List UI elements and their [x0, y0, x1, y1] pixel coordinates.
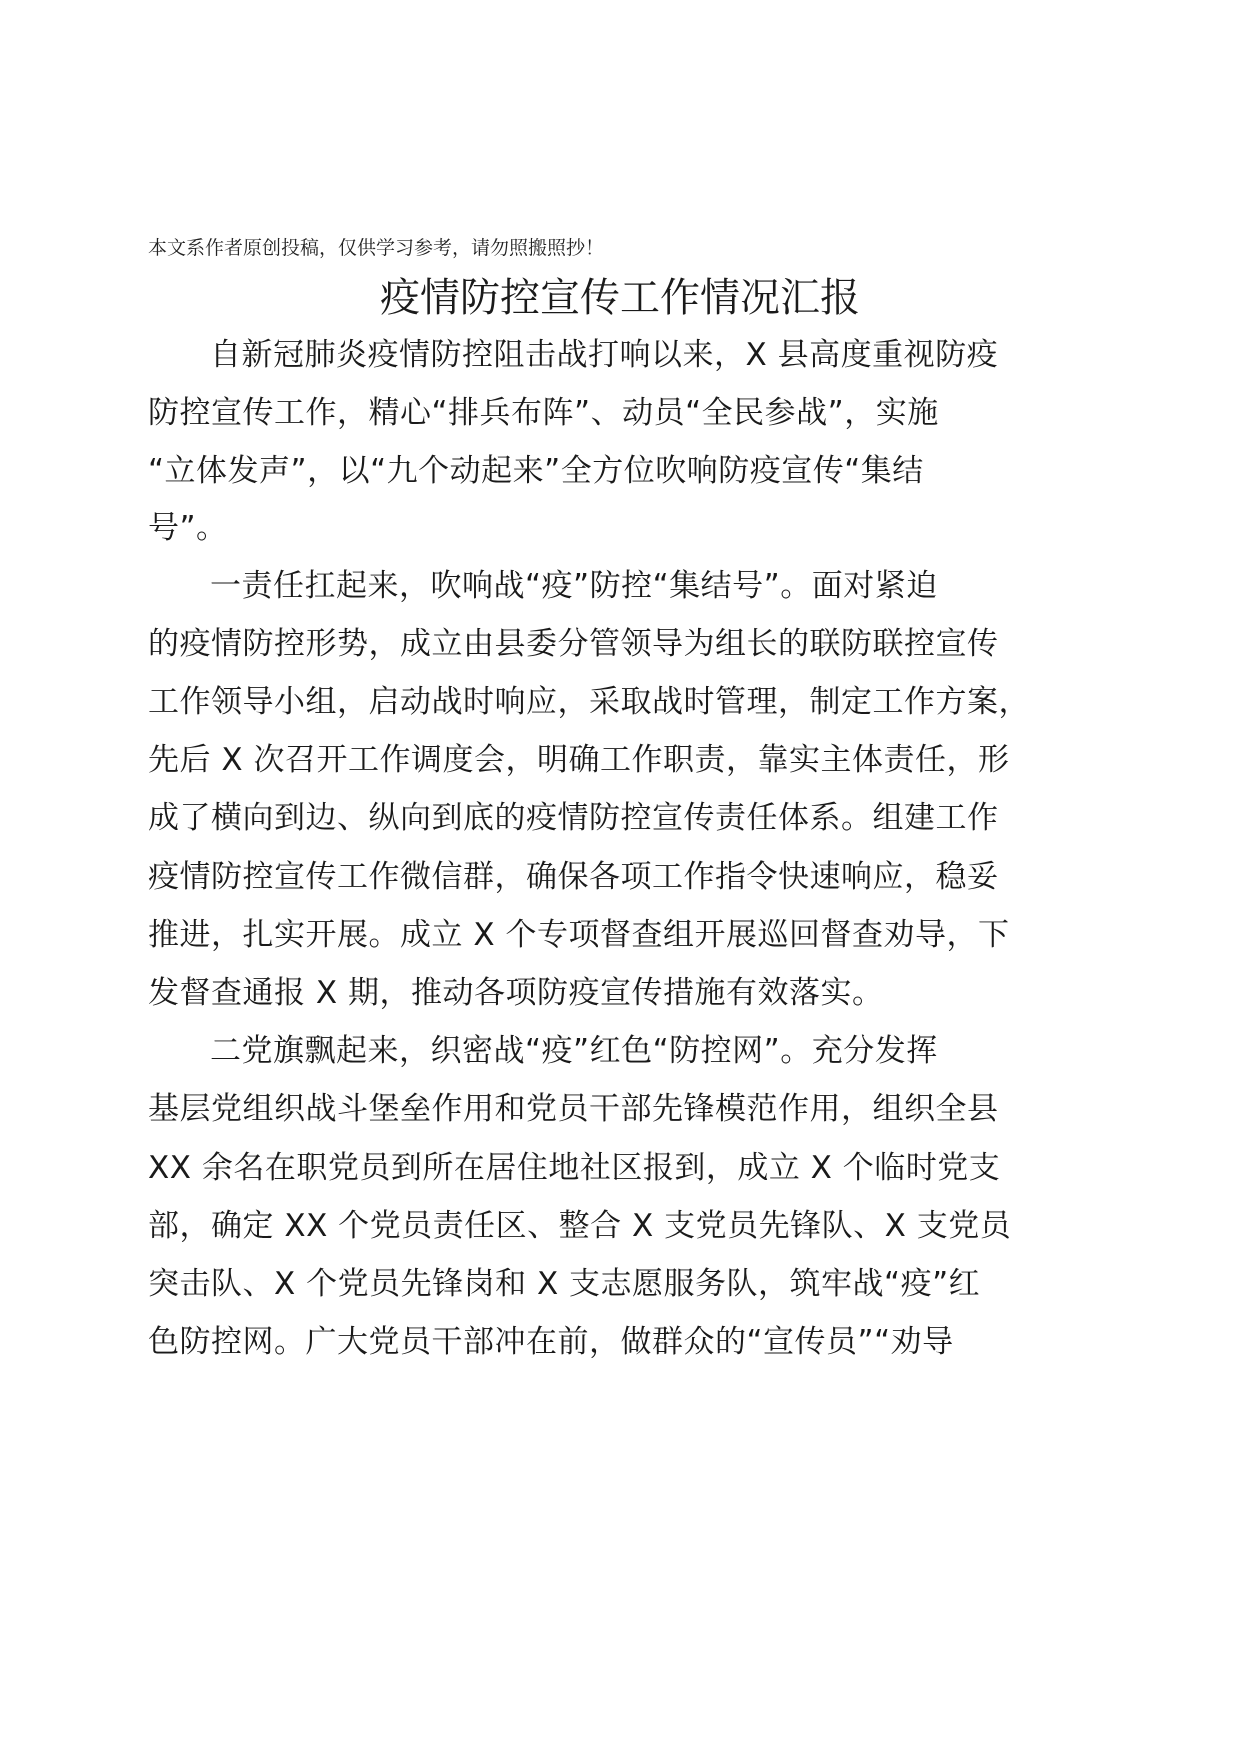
paragraph-line: 防控宣传工作，精心“排兵布阵”、动员“全民参战”，实施: [148, 395, 939, 431]
paragraph-line: 部，确定 XX 个党员责任区、整合 X 支党员先锋队、X 支党员: [148, 1208, 1012, 1244]
paragraph-line: XX 余名在职党员到所在居住地社区报到，成立 X 个临时党支: [148, 1150, 1001, 1186]
paragraph-line: 二党旗飘起来，织密战“疫”红色“防控网”。充分发挥: [210, 1033, 938, 1069]
paragraph-line: 成了横向到边、纵向到底的疫情防控宣传责任体系。组建工作: [148, 800, 999, 836]
paragraph-line: 发督查通报 X 期，推动各项防疫宣传措施有效落实。: [148, 975, 884, 1011]
paragraph-line: 突击队、X 个党员先锋岗和 X 支志愿服务队，筑牢战“疫”红: [148, 1266, 981, 1302]
paragraph-line: 工作领导小组，启动战时响应，采取战时管理，制定工作方案，: [148, 684, 1030, 720]
paragraph-line: 自新冠肺炎疫情防控阻击战打响以来，X 县高度重视防疫: [210, 337, 999, 373]
paragraph-line: 一责任扛起来，吹响战“疫”防控“集结号”。面对紧迫: [210, 568, 938, 604]
paragraph-line: 基层党组织战斗堡垒作用和党员干部先锋模范作用，组织全县: [148, 1091, 999, 1127]
paragraph-line: 的疫情防控形势，成立由县委分管领导为组长的联防联控宣传: [148, 626, 999, 662]
paragraph-line: 色防控网。广大党员干部冲在前，做群众的“宣传员”“劝导: [148, 1324, 954, 1360]
paragraph-line: 疫情防控宣传工作微信群，确保各项工作指令快速响应，稳妥: [148, 859, 999, 895]
paragraph-line: “立体发声”，以“九个动起来”全方位吹响防疫宣传“集结: [148, 453, 924, 489]
paragraph-line: 号”。: [148, 510, 228, 546]
document-title: 疫情防控宣传工作情况汇报: [380, 275, 860, 321]
paragraph-line: 推进，扎实开展。成立 X 个专项督查组开展巡回督查劝导，下: [148, 917, 1010, 953]
paragraph-line: 先后 X 次召开工作调度会，明确工作职责，靠实主体责任，形: [148, 742, 1010, 778]
copyright-disclaimer: 本文系作者原创投稿，仅供学习参考，请勿照搬照抄！: [148, 237, 605, 259]
